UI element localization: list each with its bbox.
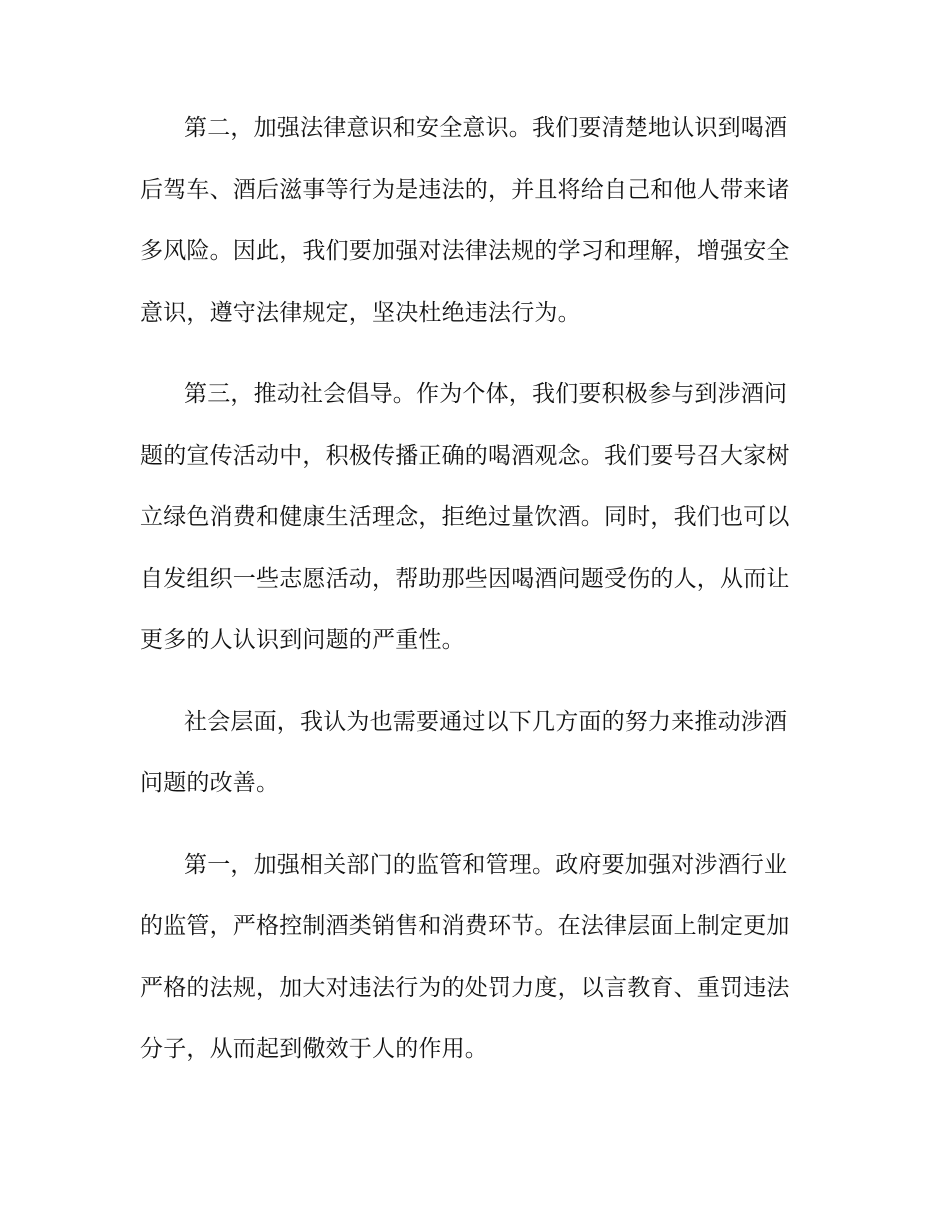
- text-line: 自发组织一些志愿活动，帮助那些因喝酒问题受伤的人，从而让: [140, 565, 790, 592]
- text-line: 立绿色消费和健康生活理念，拒绝过量饮酒。同时，我们也可以: [140, 504, 790, 530]
- paragraph-legal-awareness: [140, 98, 794, 344]
- text-line: 第一，加强相关部门的监管和管理。政府要加强对涉酒行业: [184, 851, 788, 878]
- text-line: 更多的人认识到问题的严重性。: [140, 627, 465, 653]
- text-line: 多风险。因此，我们要加强对法律法规的学习和理解，增强安全: [140, 238, 790, 264]
- document-page: [140, 98, 794, 1101]
- text-line: 第三，推动社会倡导。作为个体，我们要积极参与到涉酒问: [184, 381, 788, 407]
- text-line: 分子，从而起到儆效于人的作用。: [140, 1036, 488, 1062]
- text-line: 严格的法规，加大对违法行为的处罚力度，以言教育、重罚违法: [140, 974, 790, 1001]
- text-line: 的监管，严格控制酒类销售和消费环节。在法律层面上制定更加: [140, 913, 790, 939]
- text-line: 社会层面，我认为也需要通过以下几方面的努力来推动涉酒: [184, 708, 788, 735]
- text-line: 意识，遵守法律规定，坚决杜绝违法行为。: [140, 299, 581, 326]
- text-line: 后驾车、酒后滋事等行为是违法的，并且将给自己和他人带来诸: [140, 176, 790, 203]
- text-line: 问题的改善。: [140, 770, 280, 796]
- paragraph-regulation: [140, 835, 794, 1081]
- paragraph-social-advocacy: [140, 364, 794, 672]
- text-line: 第二，加强法律意识和安全意识。我们要清楚地认识到喝酒: [184, 115, 788, 141]
- paragraph-society-level: [140, 692, 794, 815]
- text-line: 题的宣传活动中，积极传播正确的喝酒观念。我们要号召大家树: [140, 442, 790, 469]
